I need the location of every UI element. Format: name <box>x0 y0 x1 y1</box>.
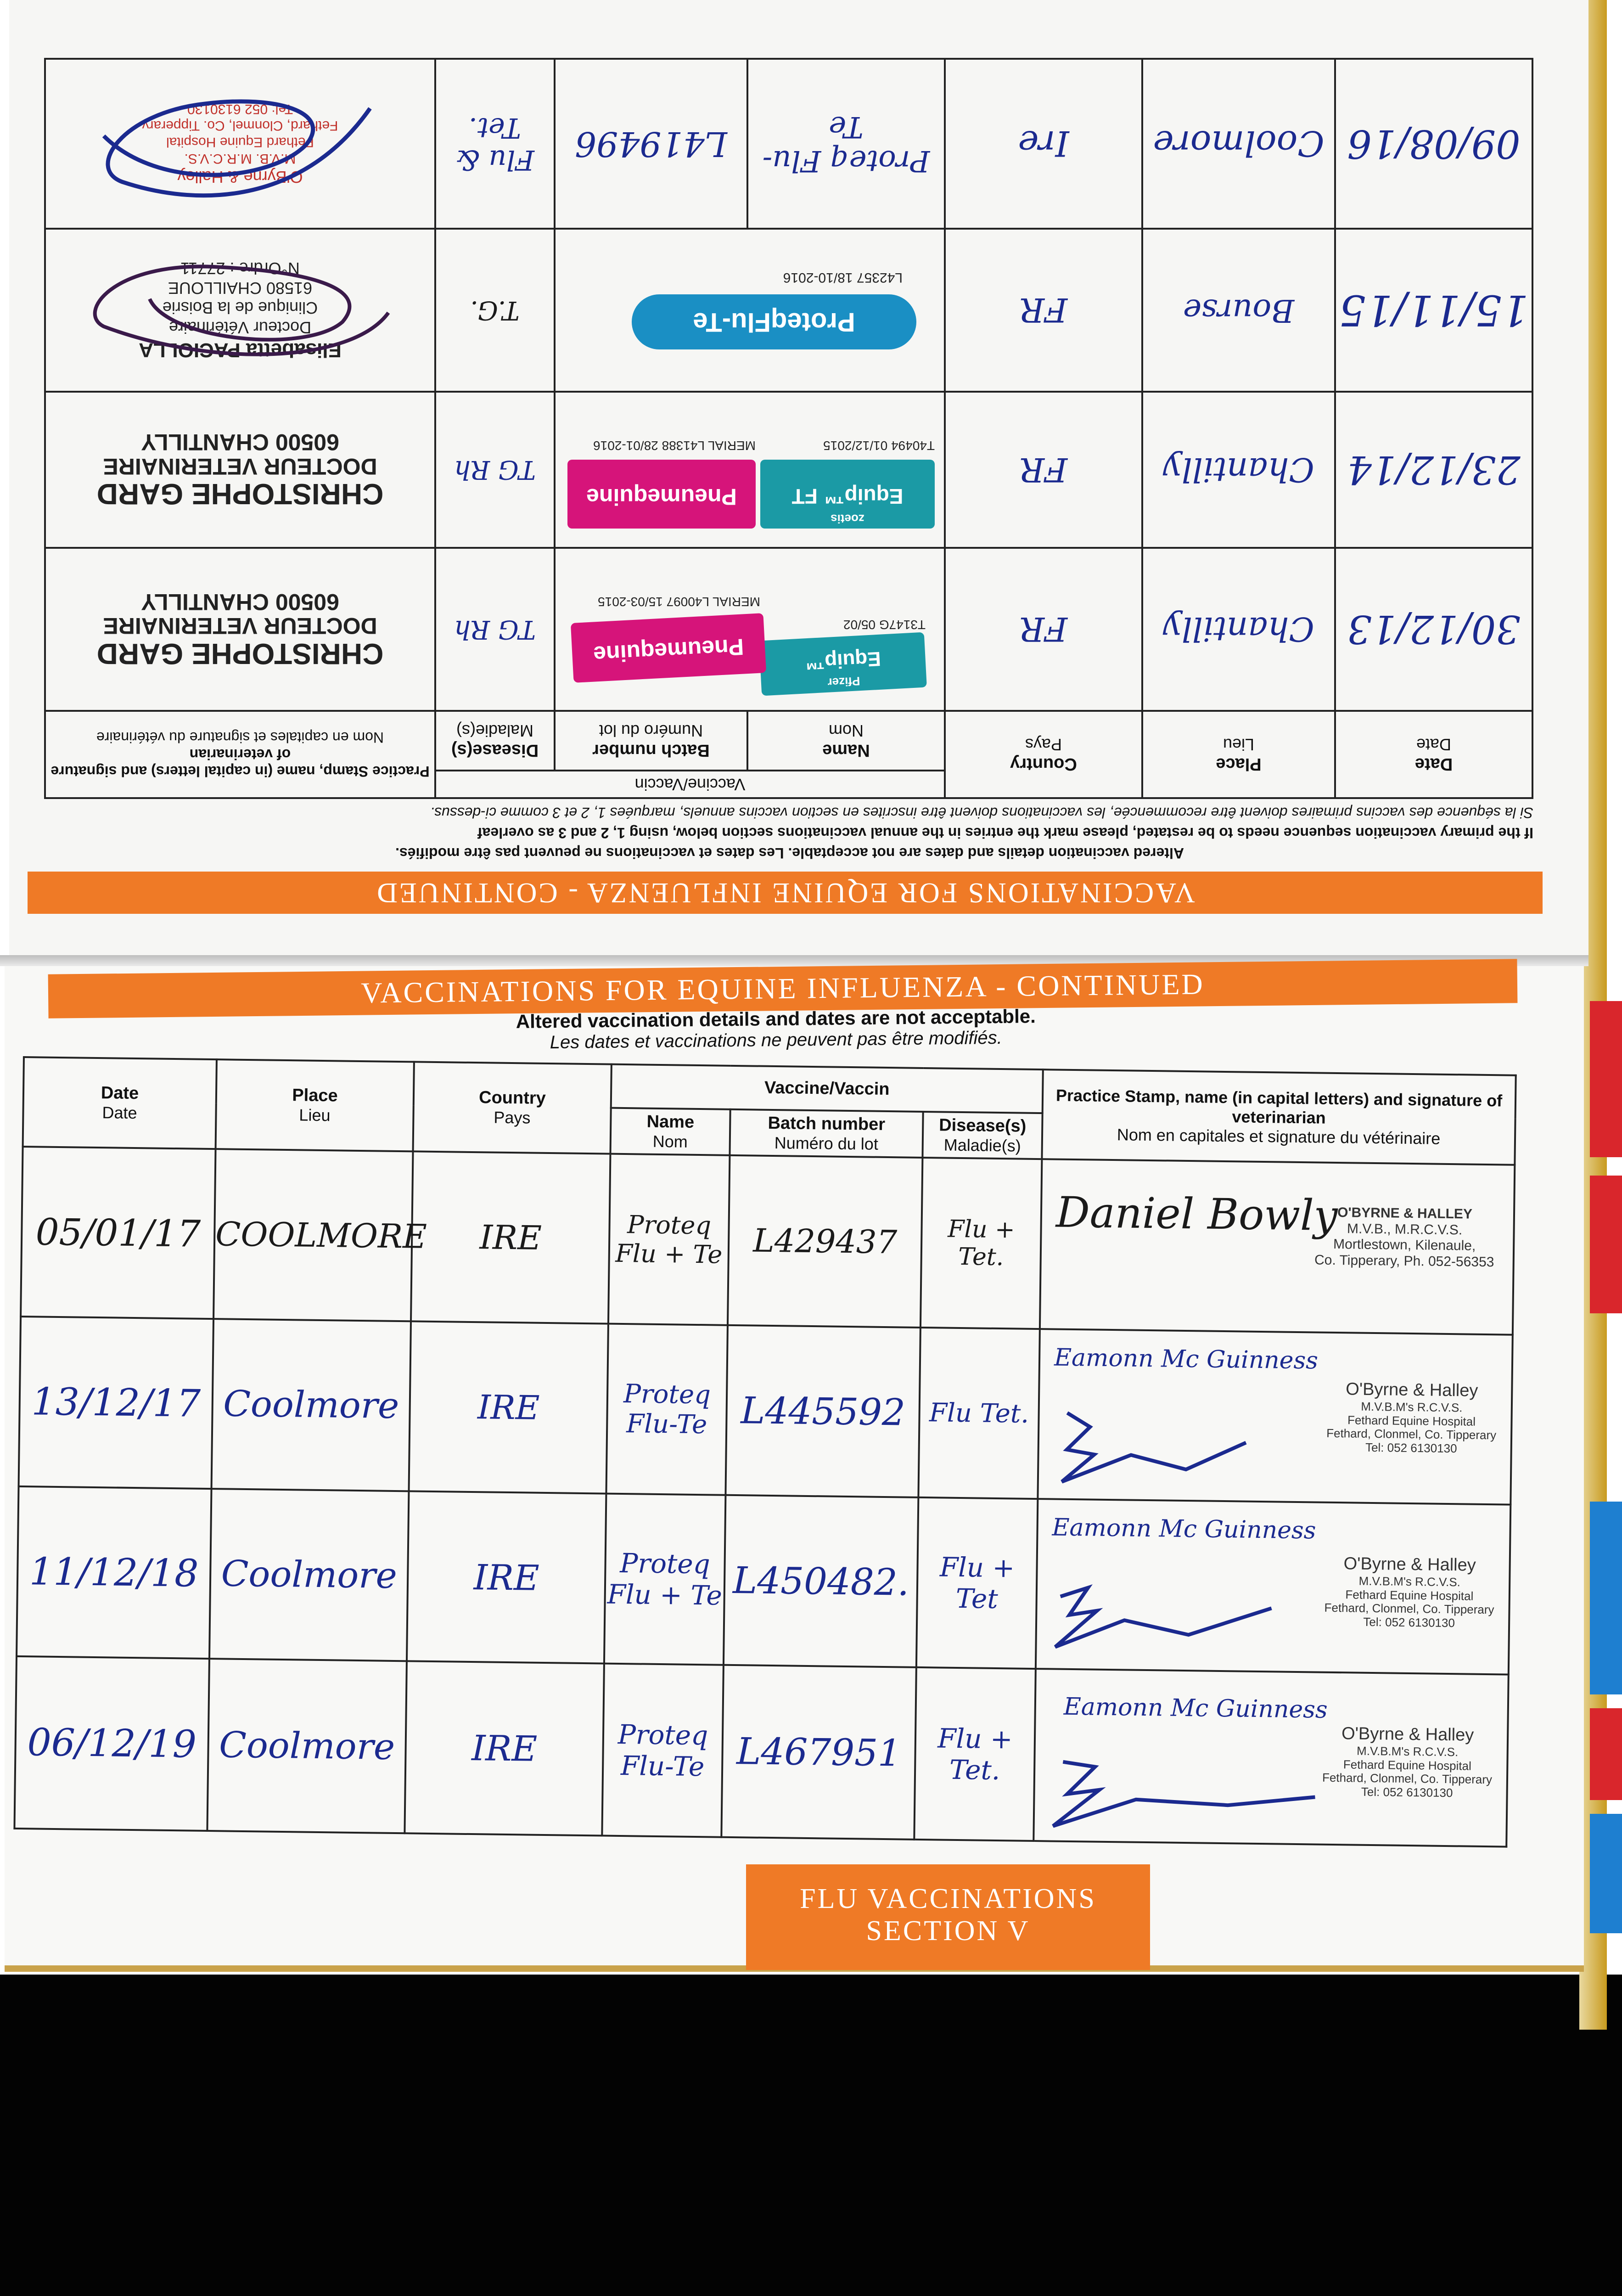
vaccine-label-equip-ft-lot: T40494 01/12/2015 <box>823 439 935 453</box>
upper-row-country: Ire <box>945 59 1142 229</box>
upper-header-stamp: Practice Stamp, name (in capital letters) and signature of veterinarian Nom en capitales et signature du vétérinaire <box>45 711 435 798</box>
upper-vaccination-table <box>44 58 1533 799</box>
lower-row-place: Coolmore <box>212 1319 411 1491</box>
stamp-line4: N°Ordre : 27711 <box>180 259 300 278</box>
lower-row-country: IRE <box>411 1151 610 1323</box>
stamp-line1: DOCTEUR VETERINAIRE <box>103 453 377 479</box>
upper-row-place: Coolmore <box>1142 59 1335 229</box>
stamp-line1: M.V.B. M.R.C.V.S. <box>184 151 296 167</box>
lower-row-country: IRE <box>407 1491 606 1663</box>
upper-header-disease: Disease(s) Maladie(s) <box>435 711 555 771</box>
signature-scribble <box>67 72 398 219</box>
upper-row-labels <box>555 229 945 392</box>
stamp-line1: Docteur Vétérinaire <box>168 318 312 338</box>
tab-red-top[interactable] <box>1590 1001 1622 1157</box>
upper-row-place: Bourse <box>1142 229 1335 392</box>
upper-row-country: FR <box>945 548 1142 711</box>
lower-row-country: IRE <box>409 1321 608 1493</box>
lower-row-batch: L445592 <box>725 1325 920 1497</box>
upper-row-batch: L419496 <box>555 59 747 229</box>
lower-row-country: IRE <box>404 1661 604 1835</box>
upper-row-labels <box>555 548 945 711</box>
upper-banner-text: VACCINATIONS FOR EQUINE INFLUENZA - CONTINUED <box>375 877 1195 908</box>
upper-row-date: 23/12/14 <box>1335 392 1532 548</box>
upper-row-place: Chantilly <box>1142 548 1335 711</box>
upper-notice <box>46 803 1533 863</box>
lower-header-vaccine: Vaccine/Vaccin <box>611 1064 1043 1113</box>
vaccine-label-equip: Pfizer Equip™ <box>759 632 927 696</box>
lower-notice-italic: Les dates et vaccinations ne peuvent pas être modifiés. <box>550 1027 1002 1053</box>
upper-row-date: 30/12/13 <box>1335 548 1532 711</box>
lower-row-name: Proteq Flu + Te <box>608 1154 730 1325</box>
signature-scribble <box>1041 1569 1290 1664</box>
upper-header-batch: Batch number Numéro du lot <box>555 711 747 771</box>
vaccine-label-pneumequine: Pneumequine <box>571 613 766 683</box>
upper-row-name: Proteq Flu-Te <box>747 59 945 229</box>
lower-row-diseases: Flu + Tet. <box>914 1667 1036 1841</box>
upper-row <box>45 392 1532 548</box>
lower-row-stamp <box>1036 1499 1510 1675</box>
vaccine-label-equip-ft: zoetis Equip™ FT <box>760 460 935 529</box>
upper-row-labels <box>555 392 945 548</box>
signature-scribble <box>1048 1399 1269 1493</box>
upper-row-stamp <box>45 548 435 711</box>
lower-row-batch: L450482. <box>724 1495 918 1667</box>
upper-row-diseases: TG Rh <box>435 392 555 548</box>
lower-banner-text: VACCINATIONS FOR EQUINE INFLUENZA - CONTINUED <box>360 968 1205 1009</box>
stamp-line3: 61580 CHAILLOUE <box>168 279 313 298</box>
upper-header-vaccine: Vaccine/Vaccin <box>435 771 945 798</box>
tab-blue[interactable] <box>1590 1502 1622 1694</box>
stamp-line2: 60500 CHANTILLY <box>141 589 339 615</box>
vet-signature: Eamonn Mc Guinness <box>1054 1344 1319 1375</box>
upper-header-place: Place Lieu <box>1142 711 1335 798</box>
lower-row-name: Proteq Flu + Te <box>604 1494 726 1665</box>
tab-red-3[interactable] <box>1590 1708 1622 1800</box>
lower-row-diseases: Flu + Tet. <box>920 1158 1042 1329</box>
stamp-name: CHRISTOPHE GARD <box>96 637 384 670</box>
upper-row-diseases: T.G. <box>435 229 555 392</box>
vaccine-label-proteqflu: ProteqFlu-Te <box>632 294 916 349</box>
lower-row-date: 13/12/17 <box>19 1317 213 1489</box>
lower-header-date: Date Date <box>23 1057 217 1149</box>
stamp-line2: Fethard Equine Hospital <box>166 135 314 150</box>
lower-row-place: Coolmore <box>207 1659 407 1833</box>
vaccine-label-proteqflu-lot: L42357 18/10-2016 <box>783 270 903 285</box>
stamp-line4: Tel: 052 6130130 <box>187 101 293 117</box>
stamp-name: CHRISTOPHE GARD <box>96 478 384 511</box>
lower-row <box>21 1147 1515 1335</box>
upper-row-diseases: TG Rh <box>435 548 555 711</box>
lower-row-place: Coolmore <box>209 1489 409 1661</box>
lower-row-name: Proteq Flu-Te <box>602 1664 724 1837</box>
vet-signature: Daniel Bowly <box>1055 1187 1338 1241</box>
vaccine-label-pneumequine-lot: MERIAL L41388 28/01-2016 <box>593 439 756 453</box>
vet-stamp: O'Byrne & Halley M.V.B.M's R.C.V.S. Fethard Equine Hospital Fethard, Clonmel, Co. Tipperary Tel: 052 6130130 <box>1324 1554 1494 1630</box>
upper-row-date: 09/08/16 <box>1335 59 1532 229</box>
vaccine-label-equip-lot: T3147G 05/02 <box>843 618 926 632</box>
upper-row-place: Chantilly <box>1142 392 1335 548</box>
lower-header-place: Place Lieu <box>216 1059 414 1151</box>
lower-row-date: 05/01/17 <box>21 1147 215 1319</box>
upper-banner <box>28 872 1543 914</box>
upper-row <box>45 59 1532 229</box>
upper-notice-bold: Altered vaccination details and dates are not acceptable. Les dates et vaccinations ne peuvent pas être modifiés. <box>395 845 1184 861</box>
section-box-line2: SECTION V <box>866 1915 1030 1947</box>
upper-header-country: Country Pays <box>945 711 1142 798</box>
signature-scribble <box>1034 1743 1329 1839</box>
lower-notice-bold: Altered vaccination details and dates are not acceptable. <box>516 1005 1036 1032</box>
scan-background <box>0 1975 1622 2296</box>
stamp-line1: DOCTEUR VETERINAIRE <box>103 613 377 639</box>
lower-header-country: Country Pays <box>413 1062 612 1154</box>
lower-row-place: COOLMORE <box>213 1149 413 1321</box>
vet-signature: Eamonn Mc Guinness <box>1052 1514 1316 1545</box>
stamp-name: Elisabetta PACIOLLA <box>139 339 342 362</box>
upper-row-diseases: Flu & Tet. <box>435 59 555 229</box>
stamp-line2: 60500 CHANTILLY <box>141 429 339 456</box>
lower-row-stamp <box>1040 1159 1515 1335</box>
lower-row <box>14 1656 1508 1847</box>
lower-header-stamp: Practice Stamp, name (in capital letters) and signature of veterinarian Nom en capitales et signature du vétérinaire <box>1042 1069 1515 1165</box>
lower-row-diseases: Flu Tet. <box>918 1328 1040 1499</box>
tab-blue-2[interactable] <box>1590 1814 1622 1933</box>
upper-page-content <box>46 60 1533 914</box>
lower-row-name: Proteq Flu-Te <box>606 1324 728 1495</box>
lower-row-stamp <box>1033 1669 1509 1847</box>
upper-row-date: 15/11/15 <box>1335 229 1532 392</box>
upper-row-country: FR <box>945 229 1142 392</box>
upper-notice-bold2: If the primary vaccination sequence needs to be restated, please mark the entries in the annual vaccinations section below, using 1, 2 and 3 as overleaf <box>477 825 1533 841</box>
upper-row-stamp <box>45 392 435 548</box>
lower-row-batch: L429437 <box>728 1155 922 1328</box>
section-box <box>746 1864 1150 1970</box>
lower-row <box>17 1486 1510 1675</box>
lower-vaccination-table <box>13 1056 1516 1848</box>
vet-stamp: O'BYRNE & HALLEY M.V.B., M.R.C.V.S. Mortlestown, Kilenaule, Co. Tipperary, Ph. 052-56353 <box>1314 1205 1494 1270</box>
vet-signature: Eamonn Mc Guinness <box>1063 1693 1328 1724</box>
upper-row-stamp <box>45 229 435 392</box>
upper-header-date: Date Date <box>1335 711 1532 798</box>
lower-row-stamp <box>1038 1329 1512 1505</box>
lower-row-diseases: Flu + Tet <box>916 1497 1038 1669</box>
stamp-line3: Fethard, Clonmel, Co. Tipperary <box>142 118 338 134</box>
lower-header-batch: Batch number Numéro du lot <box>730 1109 923 1158</box>
lower-row-date: 11/12/18 <box>17 1486 211 1659</box>
vaccine-label-pneumequine-lot: MERIAL L40097 15/03-2015 <box>598 595 760 609</box>
stamp-line2: Clinique de la Boisrie <box>162 298 318 318</box>
upper-row <box>45 548 1532 711</box>
vaccine-label-pneumequine: Pneumequine <box>567 460 756 529</box>
signature-scribble <box>58 244 407 382</box>
vet-stamp: O'Byrne & Halley M.V.B.M's R.C.V.S. Fethard Equine Hospital Fethard, Clonmel, Co. Tipperary Tel: 052 6130130 <box>1326 1379 1497 1456</box>
lower-row-batch: L467951 <box>721 1665 916 1840</box>
section-box-line1: FLU VACCINATIONS <box>800 1883 1096 1914</box>
lower-header-disease: Disease(s) Maladie(s) <box>922 1112 1042 1159</box>
tab-red-2[interactable] <box>1590 1176 1622 1313</box>
lower-row-date: 06/12/19 <box>14 1656 209 1831</box>
vet-stamp: O'Byrne & Halley M.V.B.M's R.C.V.S. Fethard Equine Hospital Fethard, Clonmel, Co. Tipperary Tel: 052 6130130 <box>1322 1724 1493 1800</box>
lower-row <box>19 1317 1513 1505</box>
upper-row-country: FR <box>945 392 1142 548</box>
lower-header-name: Name Nom <box>610 1108 730 1155</box>
upper-row-stamp <box>45 59 435 229</box>
upper-row <box>45 229 1532 392</box>
stamp-name: O'Byrne & Halley <box>177 167 303 186</box>
upper-header-name: Name Nom <box>747 711 945 771</box>
upper-notice-italic: Si la séquence des vaccins primaires doivent être recommencée, les vaccinations doivent être inscrites en section vaccins annuels, marquées 1, 2 et 3 comme ci-dessus. <box>430 805 1533 821</box>
